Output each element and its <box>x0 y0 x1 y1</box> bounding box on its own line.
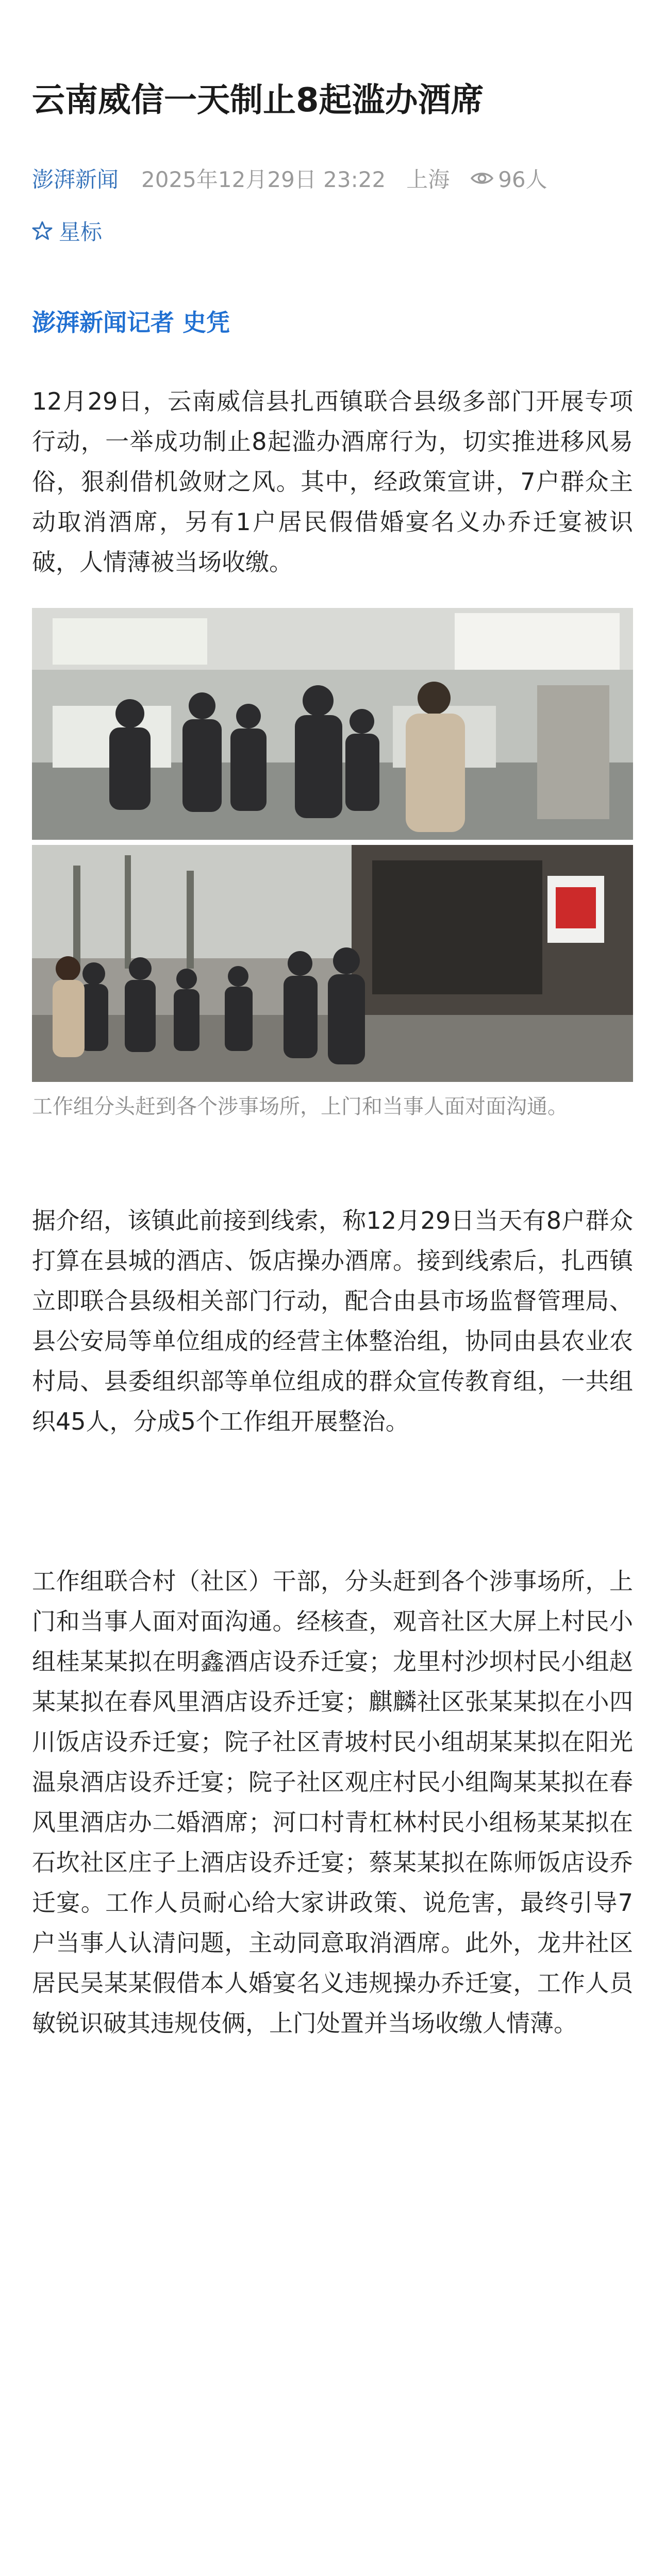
paragraph-2: 据介绍，该镇此前接到线索，称12月29日当天有8户群众打算在县城的酒店、饭店操办酒席。接到线索后，扎西镇立即联合县级相关部门行动，配合由县市场监督管理局、县公安局等单位组成的经营主体整治组，协同由县农业农村局、县委组织部等单位组成的群众宣传教育组，一共组织45人，分成5个工作组开展整治。 <box>32 1207 633 1435</box>
reporter-byline: 澎湃新闻记者 史凭 <box>32 309 230 336</box>
article-meta <box>32 163 547 194</box>
publish-datetime: 2025年12月29日 23:22 <box>141 167 386 192</box>
photo-restaurant-interior <box>32 608 633 840</box>
eye-icon <box>470 170 494 187</box>
photo-street-scene <box>32 845 633 1082</box>
paragraph-1: 12月29日，云南威信县扎西镇联合县级多部门开展专项行动，一举成功制止8起滥办酒席行为，切实推进移风易俗，狠刹借机敛财之风。其中，经政策宣讲，7户群众主动取消酒席，另有1户居民假借婚宴名义办乔迁宴被识破，人情薄被当场收缴。 <box>32 387 633 576</box>
source-link[interactable]: 澎湃新闻 <box>32 167 119 192</box>
star-icon <box>32 221 53 241</box>
view-count: 96人 <box>498 167 547 192</box>
photo-caption-1: 工作组分头赶到各个涉事场所，上门和当事人面对面沟通。 <box>32 1095 568 1118</box>
article-title: 云南威信一天制止8起滥办酒席 <box>32 81 484 120</box>
star-label: 星标 <box>59 219 103 245</box>
publish-location: 上海 <box>406 167 450 192</box>
star-button[interactable] <box>32 216 102 245</box>
paragraph-3: 工作组联合村（社区）干部，分头赶到各个涉事场所，上门和当事人面对面沟通。经核查，观音社区大屏上村民小组桂某某拟在明鑫酒店设乔迁宴；龙里村沙坝村民小组赵某某拟在春风里酒店设乔迁宴；麒麟社区张某某拟在小四川饭店设乔迁宴；院子社区青坡村民小组胡某某拟在阳光温泉酒店设乔迁宴；院子社区观庄村民小组陶某某拟在春风里酒店办二婚酒席；河口村青杠林村民小组杨某某拟在石坎社区庄子上酒店设乔迁宴；蔡某某拟在陈师饭店设乔迁宴。工作人员耐心给大家讲政策、说危害，最终引导7户当事人认清问题，主动同意取消酒席。此外，龙井社区居民吴某某假借本人婚宴名义违规操办乔迁宴，工作人员敏锐识破其违规伎俩，上门处置并当场收缴人情薄。 <box>32 1567 633 2037</box>
